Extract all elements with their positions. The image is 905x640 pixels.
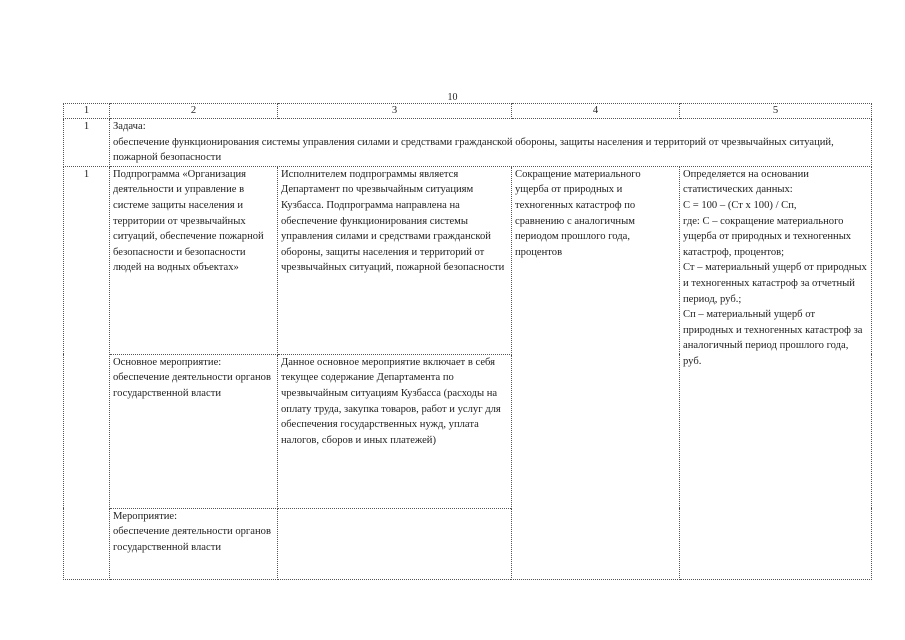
indicators-table [63, 103, 872, 580]
subprogram-row [64, 166, 872, 354]
activity-description [278, 508, 512, 579]
page-number: 10 [447, 92, 458, 103]
activity-name: Мероприятие: обеспечение деятельности органов государственной власти [110, 508, 278, 579]
subprogram-number: 1 [64, 166, 110, 579]
main-activity-name: Основное мероприятие: обеспечение деятельности органов государственной власти [110, 354, 278, 508]
subprogram-description: Исполнителем подпрограммы является Департамент по чрезвычайным ситуациям Кузбасса. Подпрограмма направлена на обеспечение функционирования системы управления силами и средствами гражданской обороны, защиты населения и территорий от чрезвычайных ситуаций, пожарной безопасности [278, 166, 512, 354]
column-header-1: 1 [64, 104, 110, 119]
main-activity-description: Данное основное мероприятие включает в себя текущее содержание Департамента по чрезвычайным ситуациям Кузбасса (расходы на оплату труда, закупка товаров, работ и услуг для обеспечения государственных нужд, уплата налогов, сборов и иных платежей) [278, 354, 512, 508]
subprogram-name: Подпрограмма «Организация деятельности и управление в системе защиты населения и территории от чрезвычайных ситуаций, обеспечение пожарной безопасности и безопасности людей на водных объектах» [110, 166, 278, 354]
task-text: Задача: обеспечение функционирования системы управления силами и средствами гражданской обороны, защиты населения и территорий от чрезвычайных ситуаций, пожарной безопасности [110, 119, 872, 167]
task-number: 1 [64, 119, 110, 167]
column-header-5: 5 [680, 104, 872, 119]
column-header-row [64, 104, 872, 119]
calculation-method: Определяется на основании статистических данных: С = 100 – (Ст х 100) / Сп, где: С – сокращение материального ущерба от природных и техногенных катастроф, процентов; Ст – материальный ущерб от природных и техногенных катастроф за отчетный период, руб.; Сп – материальный ущерб от природных и техногенных катастроф за аналогичный период прошлого года, руб. [680, 166, 872, 579]
column-header-2: 2 [110, 104, 278, 119]
column-header-4: 4 [512, 104, 680, 119]
task-row [64, 119, 872, 167]
column-header-3: 3 [278, 104, 512, 119]
subprogram-indicator: Сокращение материального ущерба от природных и техногенных катастроф по сравнению с аналогичным периодом прошлого года, процентов [512, 166, 680, 579]
